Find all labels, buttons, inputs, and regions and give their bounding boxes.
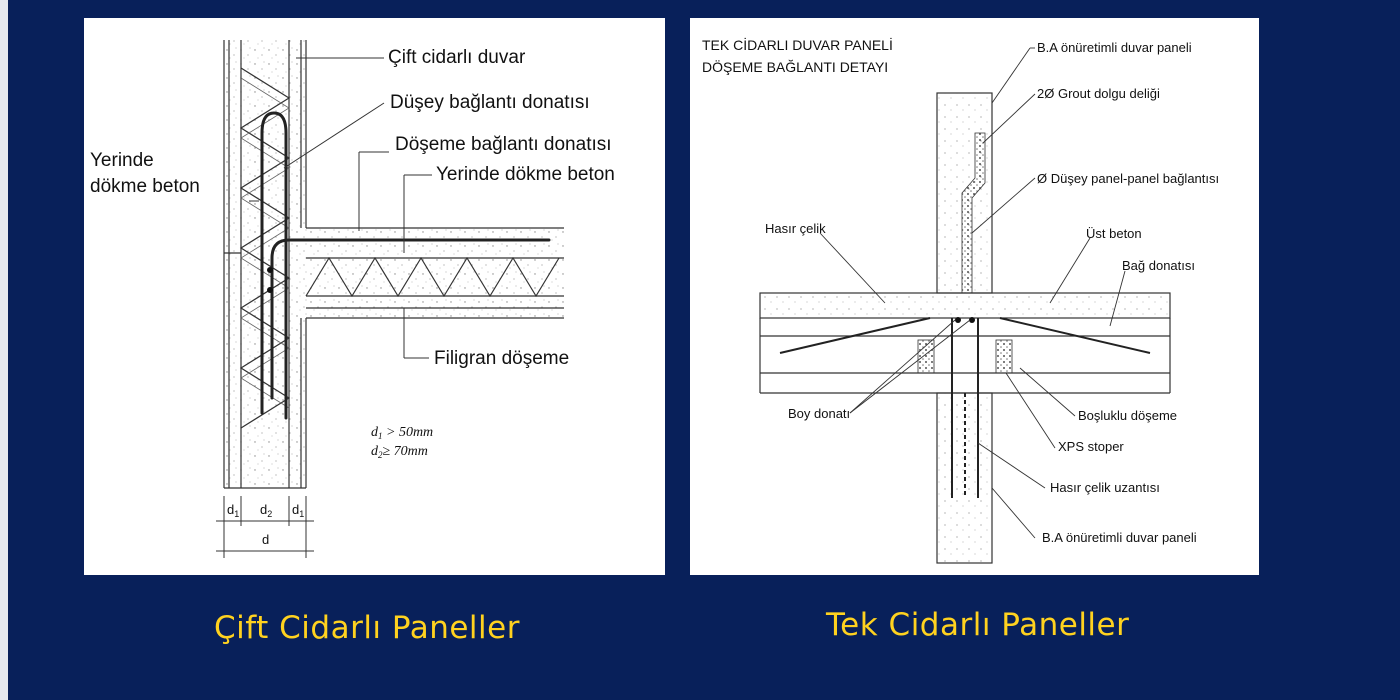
caption-tek-cidarli: Tek Cidarlı Paneller <box>826 607 1130 643</box>
label-dusey-panel: Ø Düşey panel-panel bağlantısı <box>1037 171 1220 186</box>
formula-d2: $d_2\ge 70mm$ <box>371 444 428 460</box>
dim-d2: $d_2$ <box>260 502 273 519</box>
rebar-dot-2 <box>267 287 273 293</box>
label-hasir-uzantisi: Hasır çelik uzantısı <box>1050 480 1160 495</box>
caption-cift-cidarli: Çift Cidarlı Paneller <box>214 610 520 646</box>
double-wall-panel-diagram <box>84 18 665 575</box>
hollow-slab-outline <box>760 318 1170 393</box>
label-ust-beton: Üst beton <box>1086 226 1142 241</box>
label-xps: XPS stoper <box>1058 439 1124 454</box>
dim-d-total: d <box>262 532 270 547</box>
dim-d1-right: $d_1$ <box>292 502 305 519</box>
label-yerinde-line1: Yerinde <box>90 150 154 171</box>
dim-d1-left: $d_1$ <box>227 502 240 519</box>
label-bosluklu: Boşluklu döşeme <box>1078 408 1177 423</box>
xps-stopper-left <box>918 340 934 373</box>
label-ba-panel-bottom: B.A önüretimli duvar paneli <box>1042 530 1197 545</box>
double-wall-drawing <box>84 18 665 575</box>
label-hasir-celik: Hasır çelik <box>765 221 826 236</box>
label-grout: 2Ø Grout dolgu deliği <box>1037 86 1160 101</box>
label-yerinde-dokme-beton-right: Yerinde dökme beton <box>436 164 615 185</box>
label-doseme-baglanti: Döşeme bağlantı donatısı <box>395 134 612 155</box>
rebar-dot-1 <box>267 267 273 273</box>
left-edge-strip <box>0 0 8 700</box>
top-concrete-layer <box>760 293 1170 318</box>
label-boy-donati: Boy donatı <box>788 406 851 421</box>
label-cift-cidarli-duvar: Çift cidarlı duvar <box>388 47 526 68</box>
rebar-dot-left <box>955 317 961 323</box>
single-wall-drawing <box>690 18 1259 575</box>
formula-d1: $d_1 > 50mm$ <box>371 425 434 441</box>
label-dusey-baglanti: Düşey bağlantı donatısı <box>390 92 590 113</box>
title-line2: DÖŞEME BAĞLANTI DETAYI <box>702 59 889 75</box>
xps-stopper-right <box>996 340 1012 373</box>
label-filigran-doseme: Filigran döşeme <box>434 348 570 369</box>
title-line1: TEK CİDARLI DUVAR PANELİ <box>702 37 893 53</box>
label-yerinde-line2: dökme beton <box>90 176 200 197</box>
label-ba-panel-top: B.A önüretimli duvar paneli <box>1037 40 1192 55</box>
wall-concrete <box>224 40 306 488</box>
label-bag-donatisi: Bağ donatısı <box>1122 258 1195 273</box>
single-wall-panel-diagram <box>690 18 1259 575</box>
